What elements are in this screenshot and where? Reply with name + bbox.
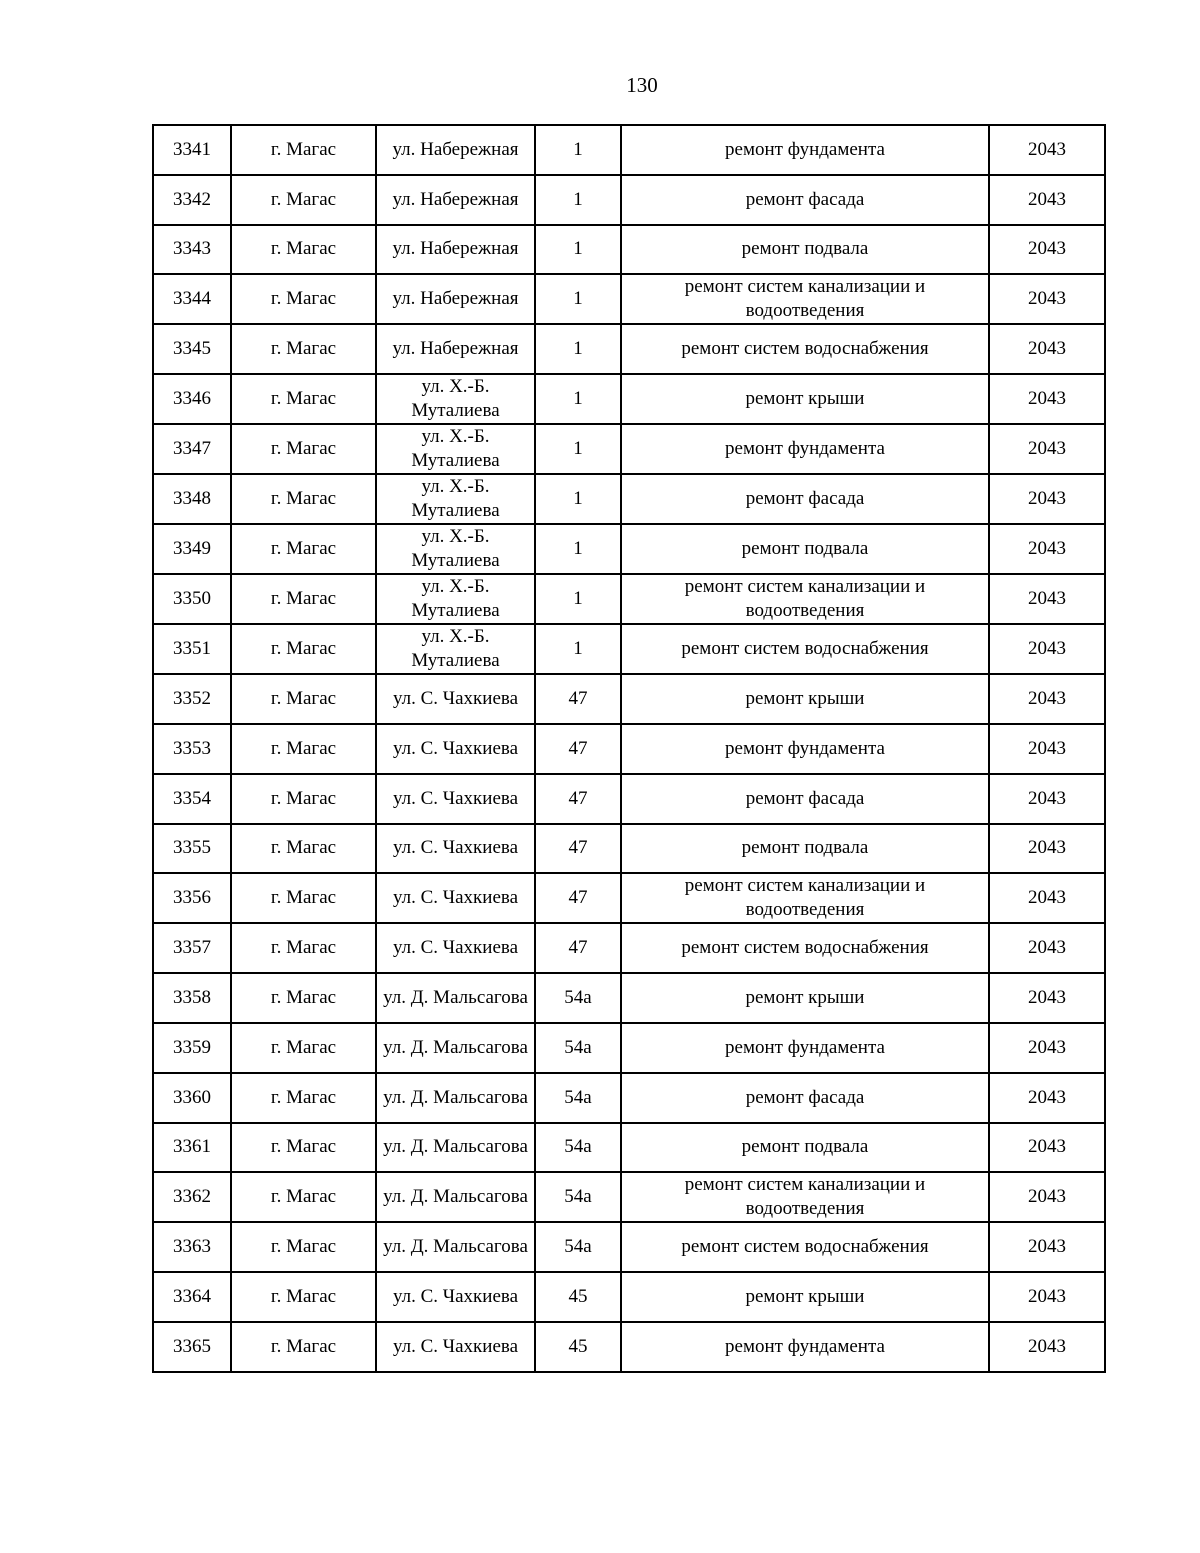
work-type-cell: ремонт подвала [621,524,989,574]
table-row [153,175,1105,225]
row-number-cell: 3346 [153,374,231,424]
street-cell: ул. Набережная [376,324,535,374]
house-number-cell: 1 [535,125,621,175]
year-cell: 2043 [989,873,1105,923]
row-number-cell: 3347 [153,424,231,474]
house-number-cell: 47 [535,674,621,724]
street-cell: ул. Набережная [376,125,535,175]
work-type-cell: ремонт подвала [621,1123,989,1173]
row-number-cell: 3343 [153,225,231,275]
table-row [153,1272,1105,1322]
work-type-cell: ремонт фундамента [621,1023,989,1073]
table-row [153,474,1105,524]
work-type-cell: ремонт систем канализации и водоотведения [621,274,989,324]
city-cell: г. Магас [231,324,376,374]
repair-schedule-table [152,124,1106,1373]
row-number-cell: 3356 [153,873,231,923]
city-cell: г. Магас [231,1272,376,1322]
street-cell: ул. Х.-Б. Муталиева [376,374,535,424]
work-type-cell: ремонт систем канализации и водоотведения [621,574,989,624]
city-cell: г. Магас [231,274,376,324]
city-cell: г. Магас [231,973,376,1023]
street-cell: ул. Набережная [376,225,535,275]
row-number-cell: 3341 [153,125,231,175]
street-cell: ул. С. Чахкиева [376,774,535,824]
city-cell: г. Магас [231,1023,376,1073]
city-cell: г. Магас [231,574,376,624]
year-cell: 2043 [989,125,1105,175]
street-cell: ул. С. Чахкиева [376,1272,535,1322]
city-cell: г. Магас [231,524,376,574]
street-cell: ул. Д. Мальсагова [376,1123,535,1173]
work-type-cell: ремонт фундамента [621,1322,989,1372]
work-type-cell: ремонт фундамента [621,125,989,175]
street-cell: ул. С. Чахкиева [376,923,535,973]
house-number-cell: 47 [535,824,621,874]
house-number-cell: 1 [535,574,621,624]
work-type-cell: ремонт фасада [621,1073,989,1123]
city-cell: г. Магас [231,374,376,424]
work-type-cell: ремонт фасада [621,175,989,225]
table-row [153,274,1105,324]
table-row [153,1073,1105,1123]
work-type-cell: ремонт фасада [621,774,989,824]
table-row [153,1172,1105,1222]
house-number-cell: 54а [535,973,621,1023]
row-number-cell: 3363 [153,1222,231,1272]
row-number-cell: 3353 [153,724,231,774]
table-body [153,125,1105,1372]
row-number-cell: 3364 [153,1272,231,1322]
house-number-cell: 54а [535,1023,621,1073]
work-type-cell: ремонт систем водоснабжения [621,1222,989,1272]
house-number-cell: 1 [535,274,621,324]
work-type-cell: ремонт фасада [621,474,989,524]
street-cell: ул. Х.-Б. Муталиева [376,524,535,574]
house-number-cell: 54а [535,1222,621,1272]
street-cell: ул. Д. Мальсагова [376,1073,535,1123]
house-number-cell: 54а [535,1172,621,1222]
year-cell: 2043 [989,175,1105,225]
table-row [153,424,1105,474]
house-number-cell: 45 [535,1272,621,1322]
work-type-cell: ремонт фундамента [621,424,989,474]
street-cell: ул. С. Чахкиева [376,724,535,774]
year-cell: 2043 [989,524,1105,574]
table-row [153,624,1105,674]
house-number-cell: 1 [535,324,621,374]
street-cell: ул. Набережная [376,175,535,225]
year-cell: 2043 [989,1272,1105,1322]
row-number-cell: 3345 [153,324,231,374]
city-cell: г. Магас [231,923,376,973]
row-number-cell: 3342 [153,175,231,225]
row-number-cell: 3351 [153,624,231,674]
row-number-cell: 3355 [153,824,231,874]
row-number-cell: 3348 [153,474,231,524]
table-row [153,524,1105,574]
year-cell: 2043 [989,724,1105,774]
house-number-cell: 1 [535,524,621,574]
street-cell: ул. Набережная [376,274,535,324]
year-cell: 2043 [989,374,1105,424]
work-type-cell: ремонт подвала [621,824,989,874]
city-cell: г. Магас [231,1322,376,1372]
work-type-cell: ремонт фундамента [621,724,989,774]
house-number-cell: 47 [535,724,621,774]
street-cell: ул. Д. Мальсагова [376,1023,535,1073]
table-row [153,324,1105,374]
table-row [153,1023,1105,1073]
house-number-cell: 1 [535,624,621,674]
table-row [153,674,1105,724]
table-row [153,1222,1105,1272]
city-cell: г. Магас [231,125,376,175]
year-cell: 2043 [989,923,1105,973]
work-type-cell: ремонт систем канализации и водоотведения [621,1172,989,1222]
work-type-cell: ремонт крыши [621,674,989,724]
table-row [153,724,1105,774]
city-cell: г. Магас [231,225,376,275]
year-cell: 2043 [989,824,1105,874]
table-row [153,873,1105,923]
row-number-cell: 3361 [153,1123,231,1173]
year-cell: 2043 [989,1322,1105,1372]
year-cell: 2043 [989,1073,1105,1123]
year-cell: 2043 [989,424,1105,474]
year-cell: 2043 [989,274,1105,324]
row-number-cell: 3357 [153,923,231,973]
row-number-cell: 3362 [153,1172,231,1222]
year-cell: 2043 [989,1222,1105,1272]
row-number-cell: 3360 [153,1073,231,1123]
city-cell: г. Магас [231,674,376,724]
work-type-cell: ремонт подвала [621,225,989,275]
street-cell: ул. Х.-Б. Муталиева [376,624,535,674]
year-cell: 2043 [989,674,1105,724]
city-cell: г. Магас [231,474,376,524]
house-number-cell: 45 [535,1322,621,1372]
city-cell: г. Магас [231,724,376,774]
table-row [153,824,1105,874]
street-cell: ул. Д. Мальсагова [376,1172,535,1222]
street-cell: ул. С. Чахкиева [376,674,535,724]
row-number-cell: 3349 [153,524,231,574]
year-cell: 2043 [989,624,1105,674]
work-type-cell: ремонт систем водоснабжения [621,624,989,674]
city-cell: г. Магас [231,1172,376,1222]
street-cell: ул. Х.-Б. Муталиева [376,474,535,524]
house-number-cell: 47 [535,774,621,824]
city-cell: г. Магас [231,774,376,824]
house-number-cell: 1 [535,175,621,225]
city-cell: г. Магас [231,1073,376,1123]
year-cell: 2043 [989,324,1105,374]
house-number-cell: 47 [535,873,621,923]
year-cell: 2043 [989,574,1105,624]
row-number-cell: 3358 [153,973,231,1023]
row-number-cell: 3350 [153,574,231,624]
work-type-cell: ремонт систем водоснабжения [621,324,989,374]
work-type-cell: ремонт систем канализации и водоотведения [621,873,989,923]
work-type-cell: ремонт крыши [621,1272,989,1322]
city-cell: г. Магас [231,1123,376,1173]
house-number-cell: 1 [535,424,621,474]
street-cell: ул. С. Чахкиева [376,873,535,923]
row-number-cell: 3352 [153,674,231,724]
house-number-cell: 1 [535,225,621,275]
house-number-cell: 54а [535,1123,621,1173]
row-number-cell: 3359 [153,1023,231,1073]
street-cell: ул. Д. Мальсагова [376,973,535,1023]
table-row [153,125,1105,175]
city-cell: г. Магас [231,424,376,474]
year-cell: 2043 [989,774,1105,824]
work-type-cell: ремонт крыши [621,374,989,424]
year-cell: 2043 [989,1023,1105,1073]
table-row [153,574,1105,624]
work-type-cell: ремонт крыши [621,973,989,1023]
row-number-cell: 3344 [153,274,231,324]
year-cell: 2043 [989,1123,1105,1173]
table-row [153,973,1105,1023]
year-cell: 2043 [989,474,1105,524]
house-number-cell: 54а [535,1073,621,1123]
table-row [153,774,1105,824]
work-type-cell: ремонт систем водоснабжения [621,923,989,973]
house-number-cell: 1 [535,474,621,524]
city-cell: г. Магас [231,175,376,225]
row-number-cell: 3354 [153,774,231,824]
table-row [153,374,1105,424]
city-cell: г. Магас [231,824,376,874]
year-cell: 2043 [989,973,1105,1023]
table-row [153,225,1105,275]
street-cell: ул. Х.-Б. Муталиева [376,424,535,474]
city-cell: г. Магас [231,1222,376,1272]
house-number-cell: 1 [535,374,621,424]
table-row [153,1123,1105,1173]
street-cell: ул. С. Чахкиева [376,824,535,874]
year-cell: 2043 [989,1172,1105,1222]
year-cell: 2043 [989,225,1105,275]
city-cell: г. Магас [231,624,376,674]
street-cell: ул. Х.-Б. Муталиева [376,574,535,624]
table-row [153,1322,1105,1372]
street-cell: ул. С. Чахкиева [376,1322,535,1372]
row-number-cell: 3365 [153,1322,231,1372]
street-cell: ул. Д. Мальсагова [376,1222,535,1272]
page-number: 130 [626,73,658,97]
house-number-cell: 47 [535,923,621,973]
city-cell: г. Магас [231,873,376,923]
table-row [153,923,1105,973]
